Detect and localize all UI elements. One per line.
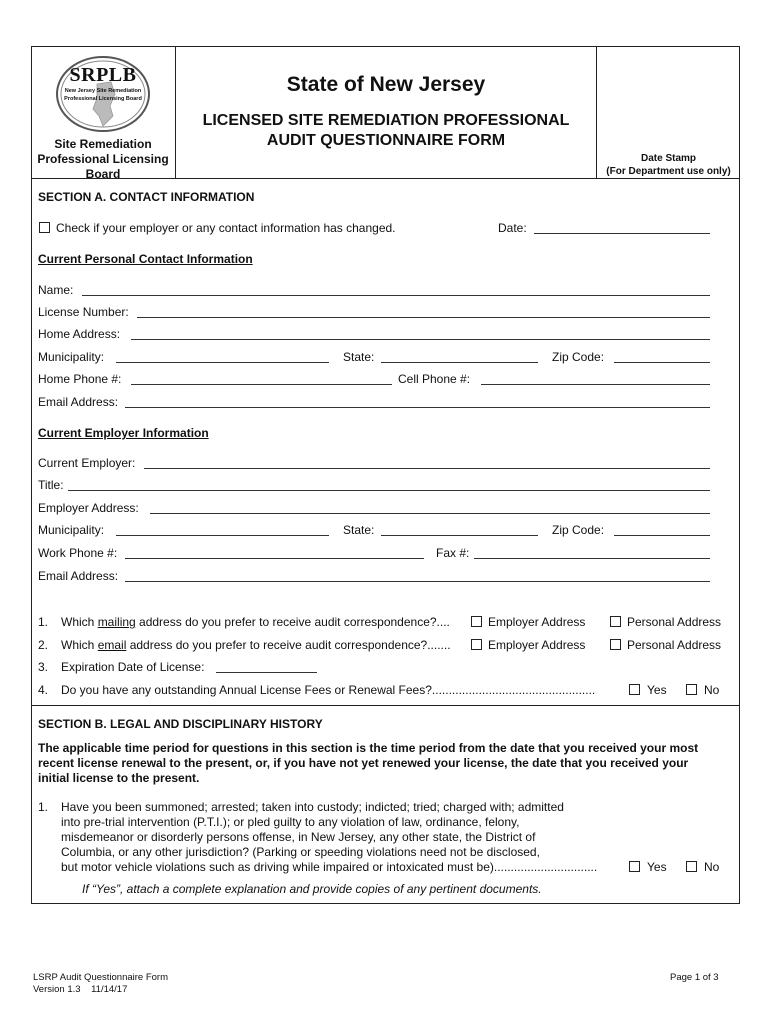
section-b-title: SECTION B. LEGAL AND DISCIPLINARY HISTORY [38, 717, 323, 731]
intro-line-1: The applicable time period for questions in this section is the time period from the date that you received your most [38, 741, 699, 755]
q1-personal-checkbox[interactable] [610, 616, 621, 627]
personal-info-heading: Current Personal Contact Information [38, 252, 253, 266]
page-number: Page 1 of 3 [670, 972, 719, 983]
b-q1-no-checkbox[interactable] [686, 861, 697, 872]
q4-yes-label: Yes [647, 683, 667, 697]
footer-version: Version 1.3 11/14/17 [33, 984, 128, 995]
q2-text-pre: Which [61, 638, 98, 652]
work-phone-label: Work Phone #: [38, 546, 118, 560]
logo-text: SRPLB [69, 64, 137, 86]
board-line-3: Board [85, 167, 121, 181]
employer-state-label: State: [343, 523, 375, 537]
date-field[interactable] [534, 233, 710, 234]
q4-text: Do you have any outstanding Annual License Fees or Renewal Fees?................................................. [61, 683, 596, 697]
q2-employer-checkbox[interactable] [471, 639, 482, 650]
b-q1-line-2: into pre-trial intervention (P.T.I.); or pled guilty to any violation of law, ordinance, felony, [61, 815, 520, 829]
b-q1-no-label: No [704, 860, 720, 874]
current-employer-label: Current Employer: [38, 456, 136, 470]
q4-no-label: No [704, 683, 720, 697]
b-q1-line-1: Have you been summoned; arrested; taken into custody; indicted; tried; charged with; admitted [61, 800, 564, 814]
q2-text-underlined: email [97, 638, 127, 652]
state-title: State of New Jersey [286, 73, 486, 96]
employer-zip-field[interactable] [614, 535, 710, 536]
srplb-logo [53, 54, 153, 134]
q4-no-checkbox[interactable] [686, 684, 697, 695]
cell-phone-field[interactable] [481, 384, 710, 385]
q2-text [61, 638, 451, 652]
form-title-line-1: LICENSED SITE REMEDIATION PROFESSIONAL [202, 112, 570, 129]
q3-number: 3. [38, 660, 49, 674]
municipality-field[interactable] [116, 362, 329, 363]
email-address-field[interactable] [125, 407, 710, 408]
q2-number: 2. [38, 638, 49, 652]
zip-code-field[interactable] [614, 362, 710, 363]
b-q1-text [61, 800, 597, 875]
b-q1-number: 1. [38, 800, 49, 814]
q4-yes-checkbox[interactable] [629, 684, 640, 695]
work-phone-field[interactable] [125, 558, 424, 559]
q1-employer-checkbox[interactable] [471, 616, 482, 627]
home-address-label: Home Address: [38, 327, 121, 341]
q2-text-post: address do you prefer to receive audit correspondence?....... [126, 638, 451, 652]
fax-field[interactable] [474, 558, 710, 559]
b-q1-line-4: Columbia, or any other jurisdiction? (Parking or speeding violations need not be disclosed, [61, 845, 540, 859]
board-name [33, 137, 173, 182]
state-field[interactable] [381, 362, 538, 363]
footer-left [33, 972, 168, 996]
employer-municipality-field[interactable] [116, 535, 329, 536]
employer-email-field[interactable] [125, 581, 710, 582]
q4-number: 4. [38, 683, 49, 697]
intro-line-2: recent license renewal to the present, or, if you have not yet renewed your license, the date that you received your [38, 756, 689, 770]
q1-text [61, 615, 450, 629]
q2-personal-label: Personal Address [627, 638, 722, 652]
q1-text-underlined: mailing [97, 615, 136, 629]
employer-email-label: Email Address: [38, 569, 119, 583]
title-field[interactable] [68, 490, 710, 491]
footer-form-name: LSRP Audit Questionnaire Form [33, 972, 169, 983]
b-q1-line-5: but motor vehicle violations such as driving while impaired or intoxicated must be)............................... [61, 860, 598, 874]
home-phone-field[interactable] [131, 384, 392, 385]
form-title-line-2: AUDIT QUESTIONNAIRE FORM [266, 132, 506, 149]
b-q1-yes-checkbox[interactable] [629, 861, 640, 872]
q3-text: Expiration Date of License: [61, 660, 205, 674]
q1-number: 1. [38, 615, 49, 629]
intro-line-3: initial license to the present. [38, 771, 200, 785]
employer-state-field[interactable] [381, 535, 538, 536]
current-employer-field[interactable] [144, 468, 710, 469]
license-number-field[interactable] [137, 317, 710, 318]
name-label: Name: [38, 283, 74, 297]
q1-employer-label: Employer Address [488, 615, 586, 629]
employer-address-label: Employer Address: [38, 501, 139, 515]
cell-phone-label: Cell Phone #: [398, 372, 471, 386]
logo-sub1: New Jersey Site Remediation [64, 88, 142, 94]
employer-info-heading: Current Employer Information [38, 426, 209, 440]
zip-code-label: Zip Code: [552, 350, 605, 364]
b-q1-line-3: misdemeanor or disorderly persons offense, in New Jersey, any other state, the District of [61, 830, 536, 844]
section-b-rule [31, 705, 740, 706]
date-label: Date: [498, 221, 527, 235]
date-stamp-box [597, 152, 740, 178]
logo-sub2: Professional Licensing Board [64, 96, 142, 102]
q2-employer-label: Employer Address [488, 638, 586, 652]
employer-municipality-label: Municipality: [38, 523, 105, 537]
name-field[interactable] [82, 295, 710, 296]
employer-zip-label: Zip Code: [552, 523, 605, 537]
q1-text-pre: Which [61, 615, 98, 629]
fax-label: Fax #: [436, 546, 470, 560]
expiration-date-field[interactable] [216, 672, 317, 673]
employer-address-field[interactable] [150, 513, 710, 514]
municipality-label: Municipality: [38, 350, 105, 364]
board-line-2: Professional Licensing [37, 152, 169, 166]
stamp-label: Date Stamp [640, 153, 696, 164]
stamp-note: (For Department use only) [606, 166, 731, 177]
license-number-label: License Number: [38, 305, 129, 319]
info-changed-label: Check if your employer or any contact information has changed. [56, 221, 396, 235]
title-label: Title: [38, 478, 64, 492]
home-phone-label: Home Phone #: [38, 372, 122, 386]
b-q1-note: If “Yes”, attach a complete explanation and provide copies of any pertinent documents. [82, 882, 542, 896]
section-a-title: SECTION A. CONTACT INFORMATION [38, 190, 255, 204]
q2-personal-checkbox[interactable] [610, 639, 621, 650]
home-address-field[interactable] [131, 339, 710, 340]
state-label: State: [343, 350, 375, 364]
email-address-label: Email Address: [38, 395, 119, 409]
b-q1-yes-label: Yes [647, 860, 667, 874]
board-line-1: Site Remediation [54, 137, 152, 151]
q1-personal-label: Personal Address [627, 615, 722, 629]
info-changed-checkbox[interactable] [39, 222, 50, 233]
q1-text-post: address do you prefer to receive audit correspondence?.... [135, 615, 450, 629]
section-b-intro [38, 741, 738, 786]
